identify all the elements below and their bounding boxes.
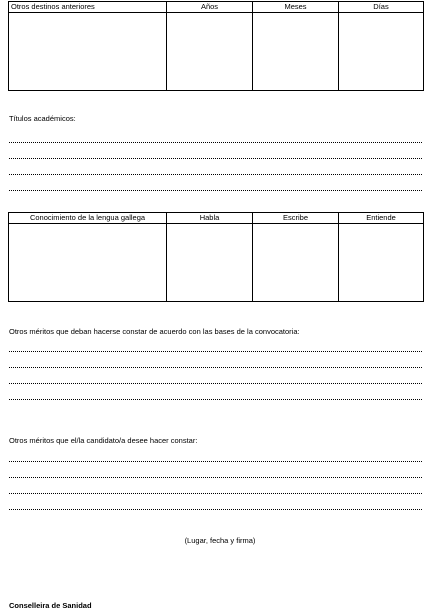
otros-meritos-candidato-line[interactable]: [9, 462, 422, 478]
lengua-header-habla: Habla: [167, 213, 253, 224]
otros-meritos-bases-line[interactable]: [9, 352, 422, 368]
lengua-table: [8, 212, 424, 302]
destinos-body-row: [9, 13, 424, 91]
lengua-cell-entiende[interactable]: [339, 224, 424, 302]
otros-meritos-bases-line[interactable]: [9, 384, 422, 400]
titulos-line[interactable]: [9, 143, 422, 159]
otros-meritos-candidato-line[interactable]: [9, 494, 422, 510]
titulos-label: Títulos académicos:: [9, 114, 76, 123]
titulos-line[interactable]: [9, 159, 422, 175]
titulos-line[interactable]: [9, 127, 422, 143]
otros-meritos-bases-lines: [9, 336, 422, 400]
otros-meritos-candidato-line[interactable]: [9, 446, 422, 462]
signature-note: (Lugar, fecha y firma): [184, 536, 256, 545]
destinos-header-dias: Días: [339, 2, 424, 13]
destinos-header-meses: Meses: [253, 2, 339, 13]
lengua-header-escribe: Escribe: [253, 213, 339, 224]
otros-meritos-bases-line[interactable]: [9, 336, 422, 352]
lengua-body-row: [9, 224, 424, 302]
lengua-cell-habla[interactable]: [167, 224, 253, 302]
destinos-header-anos: Años: [167, 2, 253, 13]
titulos-line[interactable]: [9, 175, 422, 191]
otros-meritos-candidato-label: Otros méritos que el/la candidato/a desee hacer constar:: [9, 436, 198, 445]
destinos-table: [8, 1, 424, 91]
destinos-cell-dias[interactable]: [339, 13, 424, 91]
destinos-cell-destinos[interactable]: [9, 13, 167, 91]
otros-meritos-bases-line[interactable]: [9, 368, 422, 384]
destinos-cell-meses[interactable]: [253, 13, 339, 91]
destinos-cell-anos[interactable]: [167, 13, 253, 91]
lengua-cell-conocimiento[interactable]: [9, 224, 167, 302]
otros-meritos-candidato-line[interactable]: [9, 478, 422, 494]
otros-meritos-candidato-lines: [9, 446, 422, 510]
titulos-lines: [9, 127, 422, 191]
lengua-header-entiende: Entiende: [339, 213, 424, 224]
lengua-header-conocimiento: Conocimiento de la lengua gallega: [9, 213, 167, 224]
otros-meritos-bases-label: Otros méritos que deban hacerse constar de acuerdo con las bases de la convocatoria:: [9, 327, 300, 336]
destinos-header-row: [9, 2, 424, 13]
destinos-header-destinos: Otros destinos anteriores: [9, 2, 167, 13]
lengua-cell-escribe[interactable]: [253, 224, 339, 302]
footer-recipient: Conselleira de Sanidad: [9, 601, 92, 610]
lengua-header-row: [9, 213, 424, 224]
